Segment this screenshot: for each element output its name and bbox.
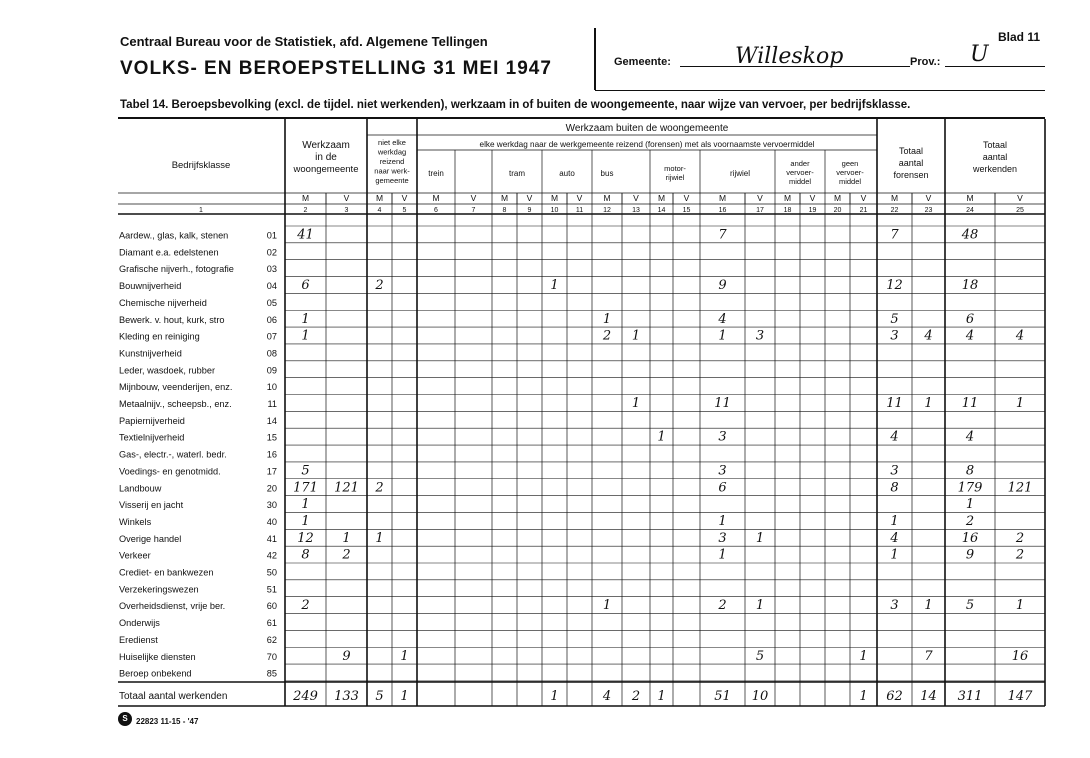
column-number: 19 [808, 207, 817, 214]
werkzaam-in-header: in de [315, 152, 337, 163]
row-label: Gas-, electr.-, waterl. bedr. [119, 449, 227, 460]
handwritten-value: 3 [718, 530, 727, 546]
handwritten-value: 1 [602, 311, 612, 327]
handwritten-value: 1 [1015, 598, 1025, 614]
handwritten-value: 5 [890, 311, 899, 327]
row-label: Crediet- en bankwezen [119, 567, 214, 578]
totaal-forensen-header: Totaal [898, 146, 924, 156]
handwritten-value: 121 [334, 480, 359, 496]
geen-header: middel [838, 177, 862, 186]
handwritten-value: 1 [375, 530, 384, 546]
handwritten-value: 12 [297, 530, 314, 546]
niet-elke-header: werkdag [377, 147, 407, 157]
mv-label: M [833, 193, 842, 203]
motor-header: rijwiel [665, 173, 685, 182]
row-label: Diamant e.a. edelstenen [119, 247, 219, 258]
handwritten-value: 4 [965, 429, 975, 445]
handwritten-value: 11 [961, 396, 979, 411]
row-label: Bouwnijverheid [119, 281, 182, 292]
bedrijfsklasse-header: Bedrijfsklasse [171, 160, 231, 171]
total-value: 2 [631, 689, 641, 704]
handwritten-value: 9 [965, 547, 975, 563]
handwritten-value: 1 [657, 429, 666, 445]
column-number: 25 [1016, 207, 1024, 214]
handwritten-value: 1 [890, 513, 899, 529]
handwritten-value: 48 [961, 227, 979, 243]
handwritten-value: 5 [301, 463, 310, 479]
mv-label: M [783, 193, 792, 203]
column-number: 2 [303, 207, 308, 214]
total-value: 1 [550, 689, 559, 704]
handwritten-value: 1 [718, 513, 727, 529]
handwritten-value: 2 [965, 513, 975, 529]
total-value: 5 [375, 689, 384, 704]
column-number: 12 [603, 207, 611, 214]
row-code: 17 [266, 466, 277, 477]
prov-label: Prov.: [910, 56, 941, 68]
row-code: 50 [266, 567, 277, 578]
werkzaam-in-header: Werkzaam [302, 140, 350, 151]
row-label: Papiernijverheid [119, 415, 185, 426]
mv-label: V [633, 193, 639, 203]
row-label: Kleding en reiniging [119, 331, 200, 342]
column-number: 1 [199, 207, 203, 214]
census-title: VOLKS- EN BEROEPSTELLING 31 MEI 1947 [120, 58, 552, 79]
row-code: 10 [266, 382, 277, 393]
column-number: 6 [434, 207, 438, 214]
prov-value: U [970, 42, 989, 67]
column-number: 9 [527, 207, 532, 214]
handwritten-value: 1 [342, 530, 351, 546]
handwritten-value: 12 [886, 278, 903, 294]
handwritten-value: 3 [718, 429, 727, 445]
gemeente-label: Gemeente: [614, 56, 671, 68]
handwritten-value: 4 [924, 328, 933, 344]
handwritten-value: 3 [890, 328, 899, 344]
handwritten-value: 3 [718, 463, 727, 479]
row-label: Huiselijke diensten [119, 651, 196, 662]
column-number: 4 [377, 207, 382, 214]
row-label: Voedings- en genotmidd. [119, 466, 221, 477]
row-label: Landbouw [119, 483, 162, 494]
handwritten-value: 1 [755, 530, 765, 546]
total-value: 1 [657, 689, 666, 704]
handwritten-value: 16 [1011, 648, 1029, 664]
handwritten-value: 2 [342, 547, 351, 563]
column-number: 3 [344, 207, 349, 214]
handwritten-value: 1 [755, 598, 765, 614]
handwritten-value: 11 [714, 396, 731, 411]
row-code: 16 [266, 449, 277, 460]
row-label: Overige handel [119, 533, 182, 544]
handwritten-value: 9 [342, 648, 351, 664]
row-code: 60 [266, 601, 277, 612]
mv-label: V [860, 193, 867, 203]
niet-elke-header: reizend [379, 157, 405, 166]
row-code: 11 [267, 399, 277, 409]
totaal-forensen-header: aantal [898, 158, 924, 168]
mv-label: M [375, 193, 384, 203]
handwritten-value: 4 [965, 328, 975, 344]
row-label: Overheidsdienst, vrije ber. [119, 601, 226, 612]
row-label: Chemische nijverheid [119, 297, 207, 308]
handwritten-value: 1 [1015, 396, 1025, 411]
column-number: 10 [550, 207, 559, 214]
total-value: 311 [957, 689, 983, 704]
row-code: 40 [266, 516, 277, 527]
handwritten-value: 6 [301, 278, 310, 294]
geen-header: geen [841, 159, 859, 168]
column-number: 17 [756, 207, 764, 214]
handwritten-value: 1 [631, 396, 641, 411]
row-code: 30 [266, 500, 277, 511]
total-value: 249 [293, 689, 318, 704]
handwritten-value: 4 [1015, 328, 1025, 344]
mv-label: M [890, 193, 899, 203]
row-code: 05 [266, 297, 277, 308]
bureau-title: Centraal Bureau voor de Statistiek, afd. Algemene Tellingen [120, 34, 488, 49]
handwritten-value: 179 [957, 480, 983, 496]
column-number: 11 [575, 207, 584, 214]
column-number: 23 [924, 207, 933, 214]
total-value: 147 [1007, 689, 1033, 704]
column-number: 7 [471, 207, 476, 214]
handwritten-value: 2 [375, 278, 384, 294]
motor-header: motor- [664, 164, 686, 173]
total-value: 14 [920, 689, 937, 704]
niet-elke-header: naar werk- [374, 166, 410, 176]
handwritten-value: 1 [301, 328, 310, 344]
handwritten-value: 1 [924, 396, 933, 411]
handwritten-value: 1 [301, 513, 310, 529]
handwritten-value: 4 [890, 429, 899, 445]
mv-label: M [718, 193, 727, 203]
mv-label: M [432, 193, 440, 203]
handwritten-value: 5 [755, 648, 765, 664]
column-number: 5 [402, 207, 407, 214]
handwritten-value: 3 [890, 598, 899, 614]
row-label: Verkeer [119, 550, 151, 561]
row-code: 15 [266, 432, 277, 443]
total-value: 1 [859, 689, 868, 704]
handwritten-value: 1 [718, 328, 727, 344]
handwritten-value: 4 [890, 530, 899, 546]
handwritten-value: 1 [301, 497, 310, 513]
buiten-header: Werkzaam buiten de woongemeente [565, 123, 729, 134]
mv-label: V [576, 193, 583, 203]
handwritten-value: 121 [1007, 480, 1033, 496]
mv-label: V [925, 193, 932, 203]
mv-label: M [657, 193, 666, 203]
row-code: 85 [266, 668, 277, 679]
handwritten-value: 8 [301, 547, 310, 563]
handwritten-value: 16 [961, 530, 979, 546]
row-code: 41 [266, 533, 277, 544]
geen-header: vervoer- [836, 168, 864, 177]
row-code: 42 [266, 550, 277, 561]
handwritten-value: 3 [890, 463, 899, 479]
mv-label: V [470, 193, 477, 203]
mv-label: V [526, 193, 533, 203]
row-code: 09 [266, 365, 277, 376]
auto-header: auto [559, 169, 575, 178]
handwritten-value: 5 [965, 598, 975, 614]
row-label: Onderwijs [119, 618, 160, 629]
gemeente-value: Willeskop [735, 44, 844, 69]
row-label: Textielnijverheid [119, 432, 185, 443]
handwritten-value: 1 [400, 648, 409, 664]
handwritten-value: 2 [1015, 530, 1025, 546]
row-label: Kunstnijverheid [119, 348, 182, 359]
total-label: Totaal aantal werkenden [119, 691, 228, 702]
handwritten-value: 2 [718, 598, 727, 614]
handwritten-value: 8 [965, 463, 975, 479]
mv-label: V [683, 193, 690, 203]
mv-label: V [343, 193, 350, 203]
niet-elke-header: gemeente [375, 176, 409, 185]
ander-header: ander [790, 159, 810, 168]
row-code: 70 [266, 651, 277, 662]
row-code: 62 [266, 634, 277, 645]
handwritten-value: 4 [718, 311, 727, 327]
row-code: 51 [266, 584, 277, 595]
handwritten-value: 1 [924, 598, 933, 614]
bus-header: bus [600, 169, 614, 178]
column-number: 18 [783, 207, 792, 214]
table-title: Tabel 14. Beroepsbevolking (excl. de tijdel. niet werkenden), werkzaam in of buiten de woongemeente, naar wijze van vervoer, per bedrijfsklasse. [120, 99, 911, 111]
handwritten-value: 1 [718, 547, 727, 563]
row-label: Bewerk. v. hout, kurk, stro [119, 314, 225, 325]
handwritten-value: 18 [961, 278, 979, 294]
mv-label: M [550, 193, 559, 203]
handwritten-value: 1 [550, 278, 559, 294]
niet-elke-header: niet elke [378, 138, 406, 147]
mv-label: M [500, 193, 509, 203]
column-number: 21 [859, 207, 868, 214]
ander-header: middel [788, 177, 812, 186]
total-value: 10 [751, 689, 769, 704]
handwritten-value: 41 [297, 227, 314, 243]
handwritten-value: 2 [1015, 547, 1025, 563]
row-code: 08 [266, 348, 277, 359]
handwritten-value: 7 [924, 648, 933, 664]
mv-label: M [603, 193, 611, 203]
mv-label: M [301, 193, 310, 203]
elke-werkdag-header: elke werkdag naar de werkgemeente reizend (forensen) met als voornaamste vervoermiddel [479, 140, 815, 149]
mv-label: V [757, 193, 763, 203]
column-number: 13 [632, 207, 640, 214]
column-number: 20 [833, 207, 842, 214]
row-label: Mijnbouw, veenderijen, enz. [119, 382, 233, 393]
column-number: 15 [682, 207, 691, 214]
rijwiel-header: rijwiel [730, 169, 750, 178]
row-label: Grafische nijverh., fotografie [119, 264, 234, 275]
row-code: 07 [266, 331, 277, 342]
mv-label: V [809, 193, 816, 203]
ander-header: vervoer- [786, 168, 814, 177]
mv-label: V [401, 193, 408, 203]
handwritten-value: 1 [890, 547, 899, 563]
total-value: 62 [886, 689, 903, 704]
handwritten-value: 7 [890, 227, 899, 243]
handwritten-value: 1 [602, 598, 612, 614]
handwritten-value: 2 [375, 480, 384, 496]
row-code: 61 [266, 618, 277, 629]
total-value: 1 [400, 689, 409, 704]
row-label: Leder, wasdoek, rubber [119, 365, 216, 376]
handwritten-value: 6 [965, 311, 975, 327]
row-label: Visserij en jacht [119, 500, 184, 511]
handwritten-value: 9 [718, 278, 727, 294]
row-code: 06 [266, 314, 277, 325]
total-value: 51 [714, 689, 731, 704]
handwritten-value: 1 [859, 648, 868, 664]
handwritten-value: 2 [301, 598, 310, 614]
handwritten-value: 11 [886, 396, 903, 411]
row-label: Winkels [119, 516, 152, 527]
column-number: 14 [657, 207, 666, 214]
row-code: 04 [266, 281, 277, 292]
printer-logo: S [118, 712, 132, 726]
handwritten-value: 8 [890, 480, 899, 496]
column-number: 8 [502, 207, 507, 214]
totaal-werkenden-header: Totaal [982, 140, 1008, 150]
form-code: 22823 11-15 - '47 [136, 717, 199, 726]
trein-header: trein [428, 169, 444, 178]
row-code: 02 [266, 247, 277, 258]
column-number: 16 [718, 207, 727, 214]
row-label: Eredienst [119, 634, 158, 645]
row-label: Metaalnijv., scheepsb., enz. [119, 399, 232, 409]
handwritten-value: 2 [602, 328, 612, 344]
row-code: 01 [266, 230, 277, 241]
page-number: Blad 11 [998, 30, 1041, 44]
werkzaam-in-header: woongemeente [293, 164, 359, 175]
mv-label: V [1017, 193, 1023, 203]
row-label: Beroep onbekend [119, 668, 192, 679]
row-code: 20 [266, 483, 277, 494]
handwritten-value: 6 [718, 480, 727, 496]
totaal-werkenden-header: werkenden [972, 164, 1018, 174]
totaal-forensen-header: forensen [893, 170, 929, 180]
total-value: 4 [602, 689, 612, 704]
handwritten-value: 3 [755, 328, 765, 344]
handwritten-value: 1 [631, 328, 641, 344]
total-value: 133 [334, 689, 359, 704]
mv-label: M [966, 193, 974, 203]
column-number: 24 [966, 207, 974, 214]
column-number: 22 [890, 207, 899, 214]
tram-header: tram [509, 169, 525, 178]
row-code: 03 [266, 264, 277, 275]
row-label: Aardew., glas, kalk, stenen [119, 230, 229, 241]
handwritten-value: 1 [965, 497, 975, 513]
handwritten-value: 7 [718, 227, 727, 243]
handwritten-value: 1 [301, 311, 310, 327]
row-code: 14 [266, 415, 277, 426]
totaal-werkenden-header: aantal [982, 152, 1008, 162]
handwritten-value: 171 [293, 480, 318, 496]
row-label: Verzekeringswezen [119, 584, 199, 595]
